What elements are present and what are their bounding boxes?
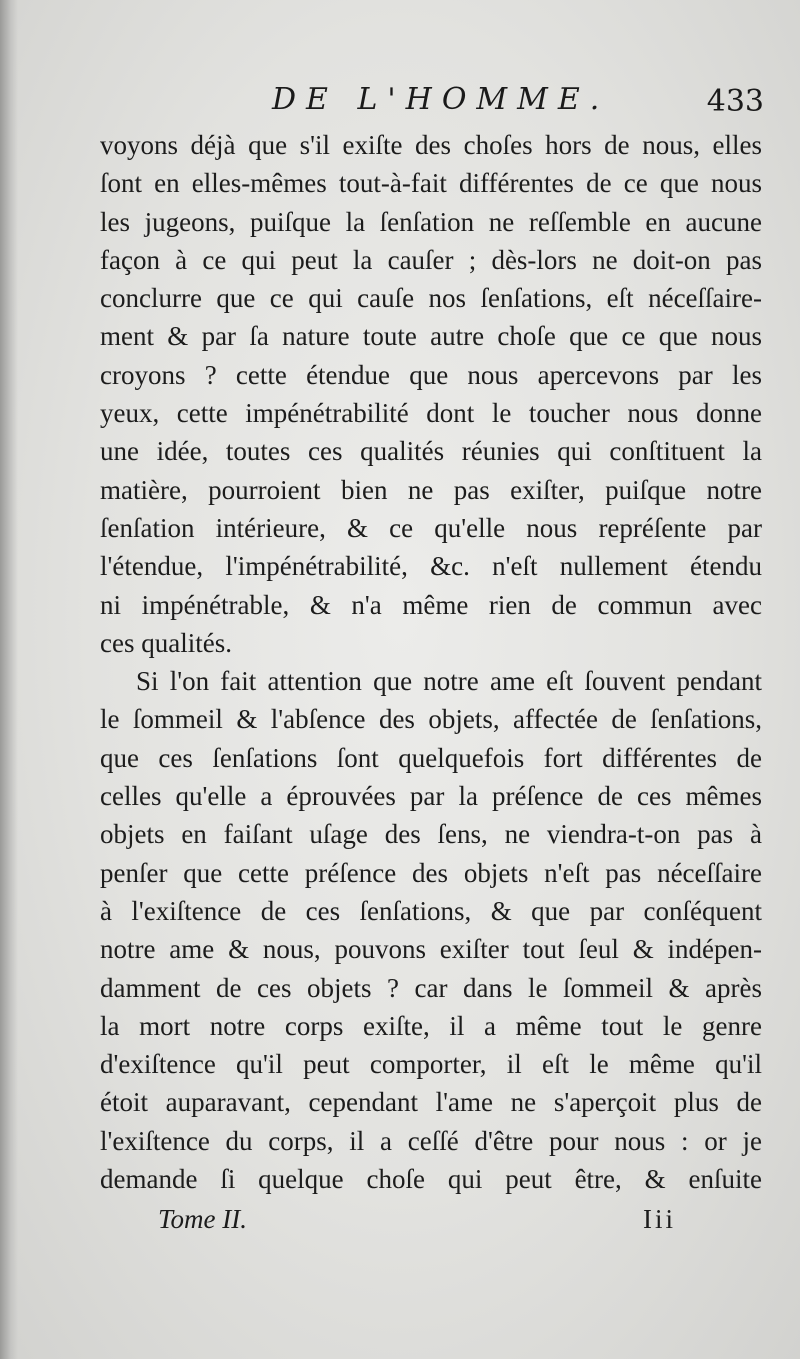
text-line: objets en faiſant uſage des ſens, ne viendra-t-on pas à (100, 819, 762, 850)
running-head (100, 82, 772, 122)
text-line: ſenſation intérieure, & ce qu'elle nous repréſente par (100, 512, 762, 543)
text-line: croyons ? cette étendue que nous apercevons par les (100, 359, 762, 390)
text-line: demande ſi quelque choſe qui peut être, & enſuite (100, 1164, 762, 1195)
text-line: notre ame & nous, pouvons exiſter tout ſeul & indépen- (100, 934, 762, 965)
body-text (100, 126, 762, 1198)
running-title: DE L'HOMME. (272, 82, 610, 117)
page-footer (100, 1204, 762, 1240)
text-line: d'exiſtence qu'il peut comporter, il eſt le même qu'il (100, 1049, 762, 1080)
page-number: 433 (706, 84, 764, 119)
text-line: l'exiſtence du corps, il a ceſſé d'être pour nous : or je (100, 1125, 762, 1156)
text-line: l'étendue, l'impénétrabilité, &c. n'eſt nullement étendu (100, 551, 762, 582)
text-line: matière, pourroient bien ne pas exiſter, puiſque notre (100, 474, 762, 505)
text-line: celles qu'elle a éprouvées par la préſence de ces mêmes (100, 781, 762, 812)
text-line: ni impénétrable, & n'a même rien de commun avec (100, 589, 762, 620)
text-line: ſont en elles-mêmes tout-à-fait différentes de ce que nous (100, 168, 762, 199)
text-line: que ces ſenſations ſont quelquefois fort différentes de (100, 742, 762, 773)
text-line: façon à ce qui peut la cauſer ; dès-lors ne doit-on pas (100, 244, 762, 275)
text-line: penſer que cette préſence des objets n'eſt pas néceſſaire (100, 857, 762, 888)
text-line: les jugeons, puiſque la ſenſation ne reſſemble en aucune (100, 206, 762, 237)
text-line: étoit auparavant, cependant l'ame ne s'aperçoit plus de (100, 1087, 762, 1118)
text-line: Si l'on fait attention que notre ame eſt ſouvent pendant (136, 666, 762, 697)
text-line: voyons déjà que s'il exiſte des choſes hors de nous, elles (100, 130, 762, 160)
text-line: une idée, toutes ces qualités réunies qui conſtituent la (100, 436, 762, 467)
text-line: ces qualités. (100, 627, 232, 658)
text-line: la mort notre corps exiſte, il a même tout le genre (100, 1010, 762, 1041)
text-line: conclurre que ce qui cauſe nos ſenſations, eſt néceſſaire- (100, 283, 762, 314)
text-line: yeux, cette impénétrabilité dont le toucher nous donne (100, 398, 762, 429)
text-line: le ſommeil & l'abſence des objets, affectée de ſenſations, (100, 704, 762, 735)
text-line: à l'exiſtence de ces ſenſations, & que par conſéquent (100, 895, 762, 926)
text-line: damment de ces objets ? car dans le ſommeil & après (100, 972, 762, 1003)
volume-label: Tome II. (158, 1204, 248, 1234)
text-line: ment & par ſa nature toute autre choſe que ce que nous (100, 321, 762, 352)
signature-mark: Iii (643, 1204, 676, 1234)
